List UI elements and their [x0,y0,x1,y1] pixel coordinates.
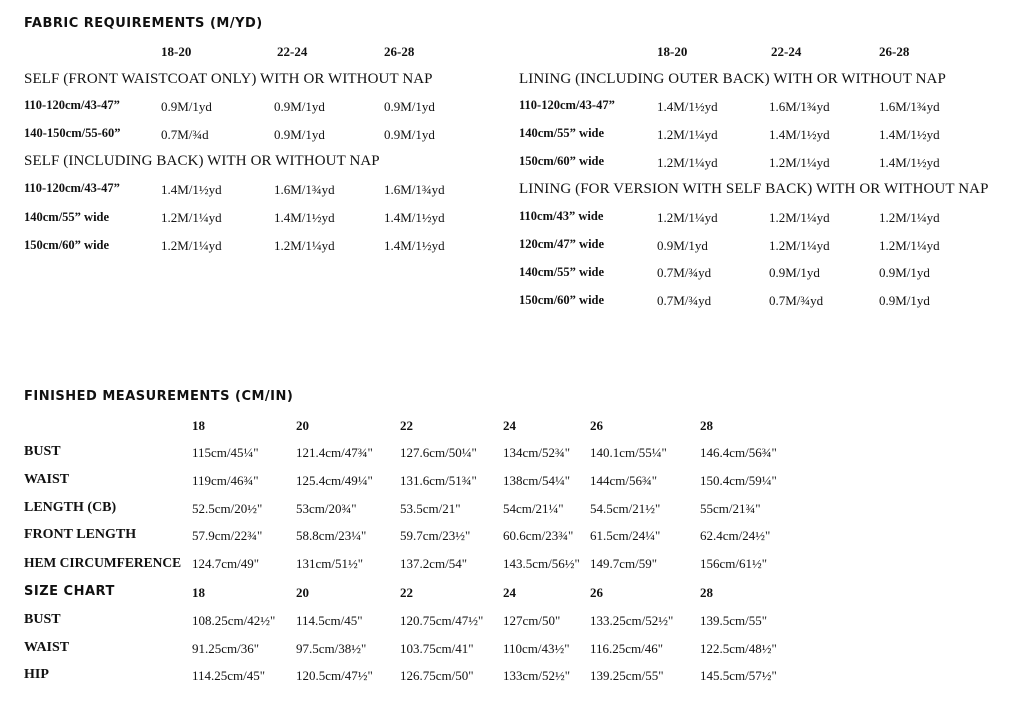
fabric-amount: 1.2M/1¼yd [657,210,718,225]
size-chart-label: HIP [24,667,49,682]
fabric-width-label: 140cm/55” wide [24,210,110,224]
fabric-width-label: 140cm/55” wide [519,265,605,279]
finished-size-header: 26 [590,418,603,433]
fabric-size-header-right: 18-20 [657,44,688,59]
size-chart-value: 133cm/52½" [503,668,571,683]
finished-measurements-heading: FINISHED MEASUREMENTS (CM/IN) [24,389,294,404]
fabric-amount: 0.7M/¾d [161,127,209,142]
measurement-value: 62.4cm/24½" [700,528,771,543]
fabric-width-label: 150cm/60” wide [24,238,110,252]
size-chart-value: 116.25cm/46" [590,641,664,656]
finished-size-header: 20 [296,418,309,433]
measurement-value: 125.4cm/49¼" [296,473,373,488]
measurement-value: 127.6cm/50¼" [400,445,477,460]
measurement-value: 124.7cm/49" [192,556,260,571]
fabric-amount: 1.4M/1½yd [879,127,940,142]
size-chart-value: 120.75cm/47½" [400,613,484,628]
fabric-width-label: 110-120cm/43-47” [24,98,120,112]
fabric-size-header-right: 22-24 [771,44,802,59]
measurement-label: LENGTH (CB) [24,500,117,515]
size-chart-size-header: 26 [590,585,603,600]
measurement-value: 52.5cm/20½" [192,501,263,516]
fabric-amount: 0.9M/1yd [769,265,820,280]
fabric-amount: 1.2M/1¼yd [769,210,830,225]
fabric-amount: 0.7M/¾yd [657,265,712,280]
fabric-amount: 0.9M/1yd [879,293,930,308]
fabric-amount: 0.9M/1yd [161,99,212,114]
fabric-width-label: 140cm/55” wide [519,126,605,140]
fabric-amount: 0.9M/1yd [274,99,325,114]
section-title: SELF (FRONT WAISTCOAT ONLY) WITH OR WITHOUT NAP [24,71,433,87]
size-chart-label: BUST [24,612,61,627]
measurement-value: 115cm/45¼" [192,445,259,460]
measurement-value: 138cm/54¼" [503,473,571,488]
fabric-width-label: 110-120cm/43-47” [24,181,120,195]
measurement-value: 54cm/21¼" [503,501,564,516]
measurement-value: 54.5cm/21½" [590,501,661,516]
measurement-value: 131cm/51½" [296,556,364,571]
fabric-amount: 1.6M/1¾yd [384,182,445,197]
fabric-requirements-heading: FABRIC REQUIREMENTS (M/YD) [24,16,263,31]
size-chart-value: 139.25cm/55" [590,668,664,683]
fabric-amount: 0.9M/1yd [274,127,325,142]
size-chart-value: 127cm/50" [503,613,561,628]
measurement-value: 156cm/61½" [700,556,768,571]
fabric-width-label: 120cm/47” wide [519,237,605,251]
section-title: SELF (INCLUDING BACK) WITH OR WITHOUT NAP [24,153,380,169]
fabric-amount: 0.9M/1yd [384,127,435,142]
fabric-amount: 0.7M/¾yd [657,293,712,308]
fabric-width-label: 110cm/43” wide [519,209,604,223]
measurement-value: 58.8cm/23¼" [296,528,367,543]
section-title: LINING (FOR VERSION WITH SELF BACK) WITH OR WITHOUT NAP [519,181,989,197]
size-chart-size-header: 28 [700,585,713,600]
measurement-value: 59.7cm/23½" [400,528,471,543]
fabric-amount: 1.2M/1¼yd [657,127,718,142]
fabric-size-header-left: 26-28 [384,44,415,59]
size-chart-value: 122.5cm/48½" [700,641,777,656]
fabric-width-label: 110-120cm/43-47” [519,98,615,112]
fabric-amount: 1.2M/1¼yd [769,238,830,253]
size-chart-value: 145.5cm/57½" [700,668,777,683]
fabric-size-header-right: 26-28 [879,44,910,59]
fabric-amount: 0.7M/¾yd [769,293,824,308]
finished-size-header: 24 [503,418,516,433]
size-chart-value: 114.25cm/45" [192,668,266,683]
measurement-label: FRONT LENGTH [24,527,137,542]
measurement-value: 149.7cm/59" [590,556,658,571]
fabric-size-header-left: 18-20 [161,44,192,59]
size-chart-value: 139.5cm/55" [700,613,768,628]
measurement-value: 61.5cm/24¼" [590,528,661,543]
size-chart-value: 114.5cm/45" [296,613,363,628]
measurement-value: 131.6cm/51¾" [400,473,477,488]
fabric-amount: 1.6M/1¾yd [274,182,335,197]
measurement-label: HEM CIRCUMFERENCE [24,555,182,570]
measurement-value: 57.9cm/22¾" [192,528,263,543]
fabric-amount: 1.4M/1½yd [657,99,718,114]
fabric-width-label: 140-150cm/55-60” [24,126,121,140]
fabric-amount: 1.2M/1¼yd [161,238,222,253]
measurement-value: 150.4cm/59¼" [700,473,777,488]
measurement-value: 137.2cm/54" [400,556,468,571]
fabric-width-label: 150cm/60” wide [519,293,605,307]
size-chart-value: 126.75cm/50" [400,668,474,683]
fabric-amount: 1.4M/1½yd [161,182,222,197]
measurement-label: BUST [24,444,61,459]
fabric-amount: 1.4M/1½yd [879,155,940,170]
finished-size-header: 18 [192,418,205,433]
fabric-amount: 1.2M/1¼yd [161,210,222,225]
size-chart-size-header: 24 [503,585,516,600]
fabric-width-label: 150cm/60” wide [519,154,605,168]
fabric-amount: 1.2M/1¼yd [879,238,940,253]
section-title: LINING (INCLUDING OUTER BACK) WITH OR WITHOUT NAP [519,71,946,87]
fabric-amount: 1.4M/1½yd [384,238,445,253]
measurement-label: WAIST [24,472,70,487]
fabric-amount: 1.2M/1¼yd [274,238,335,253]
size-chart-value: 108.25cm/42½" [192,613,276,628]
size-chart-value: 91.25cm/36" [192,641,260,656]
measurement-value: 53cm/20¾" [296,501,357,516]
measurement-value: 144cm/56¾" [590,473,658,488]
size-chart-heading: SIZE CHART [24,584,115,599]
size-chart-value: 97.5cm/38½" [296,641,367,656]
size-chart-value: 110cm/43½" [503,641,570,656]
fabric-amount: 1.4M/1½yd [769,127,830,142]
measurement-value: 140.1cm/55¼" [590,445,667,460]
finished-size-header: 22 [400,418,413,433]
fabric-size-header-left: 22-24 [277,44,308,59]
fabric-amount: 1.4M/1½yd [384,210,445,225]
size-chart-label: WAIST [24,640,70,655]
size-chart-size-header: 20 [296,585,309,600]
measurement-value: 60.6cm/23¾" [503,528,574,543]
measurement-value: 119cm/46¾" [192,473,259,488]
size-chart-size-header: 18 [192,585,205,600]
size-chart-value: 133.25cm/52½" [590,613,674,628]
measurement-value: 53.5cm/21" [400,501,461,516]
measurement-value: 121.4cm/47¾" [296,445,373,460]
size-chart-value: 103.75cm/41" [400,641,474,656]
fabric-amount: 1.4M/1½yd [274,210,335,225]
fabric-amount: 0.9M/1yd [384,99,435,114]
fabric-amount: 1.2M/1¼yd [879,210,940,225]
fabric-amount: 1.2M/1¼yd [657,155,718,170]
measurement-value: 143.5cm/56½" [503,556,580,571]
fabric-amount: 0.9M/1yd [657,238,708,253]
finished-size-header: 28 [700,418,713,433]
fabric-amount: 1.6M/1¾yd [769,99,830,114]
fabric-amount: 1.6M/1¾yd [879,99,940,114]
size-chart-value: 120.5cm/47½" [296,668,373,683]
fabric-amount: 0.9M/1yd [879,265,930,280]
measurement-value: 55cm/21¾" [700,501,761,516]
measurement-value: 146.4cm/56¾" [700,445,777,460]
fabric-amount: 1.2M/1¼yd [769,155,830,170]
size-chart-size-header: 22 [400,585,413,600]
measurement-value: 134cm/52¾" [503,445,571,460]
